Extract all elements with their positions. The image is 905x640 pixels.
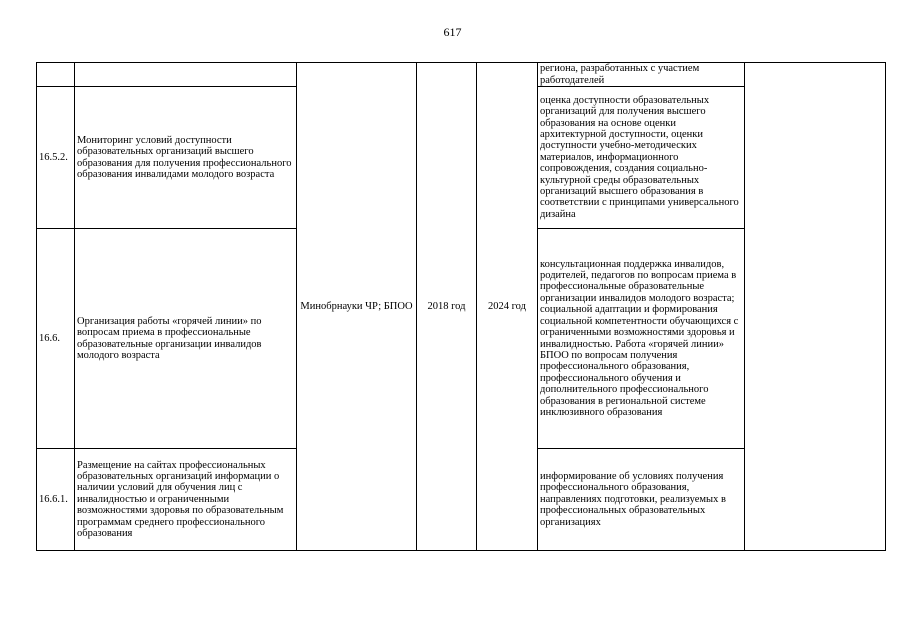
measure-name: [75, 63, 297, 87]
expected-result: консультационная поддержка инвалидов, родителей, педагогов по вопросам приема в профессиональные образовательные организации инвалидов молодого возраста; социальной адаптации и формирования социальной компетентности обучающихся с ограниченными возможностями здоровья и инвалидностью. Работа «горячей линии» БПОО по вопросам получения профессионального образования, профессионального обучения и дополнительного профессионального образования в региональной системе инклюзивного образования: [538, 229, 745, 449]
expected-result: региона, разработанных с участием работодателей: [538, 63, 745, 87]
page-number: 617: [443, 25, 462, 39]
end-year-cell: 2024 год: [477, 63, 538, 551]
measure-name: Организация работы «горячей линии» по вопросам приема в профессиональные образовательные организации инвалидов молодого возраста: [75, 229, 297, 449]
measure-name: Размещение на сайтах профессиональных образовательных организаций информации о наличии условий для обучения лиц с инвалидностью и ограниченными возможностями здоровья по образовательным программам среднего профессионального образования: [75, 449, 297, 551]
table-row: [37, 63, 886, 87]
row-number: [37, 63, 75, 87]
row-number: 16.6.1.: [37, 449, 75, 551]
row-number: 16.5.2.: [37, 87, 75, 229]
row-number: 16.6.: [37, 229, 75, 449]
empty-column-cell: [745, 63, 886, 551]
plan-table: [36, 62, 886, 551]
start-year-cell: 2018 год: [417, 63, 477, 551]
expected-result: информирование об условиях получения профессионального образования, направлениях подготовки, реализуемых в профессиональных образовательных организациях: [538, 449, 745, 551]
expected-result: оценка доступности образовательных организаций для получения высшего образования на основе оценки архитектурной доступности, оценки доступности учебно-методических материалов, информационного сопровождения, создания социально-культурной среды образовательных организаций высшего образования в соответствии с принципами универсального дизайна: [538, 87, 745, 229]
measure-name: Мониторинг условий доступности образовательных организаций высшего образования для получения профессионального образования инвалидами молодого возраста: [75, 87, 297, 229]
responsible-cell: Минобрнауки ЧР; БПОО: [297, 63, 417, 551]
